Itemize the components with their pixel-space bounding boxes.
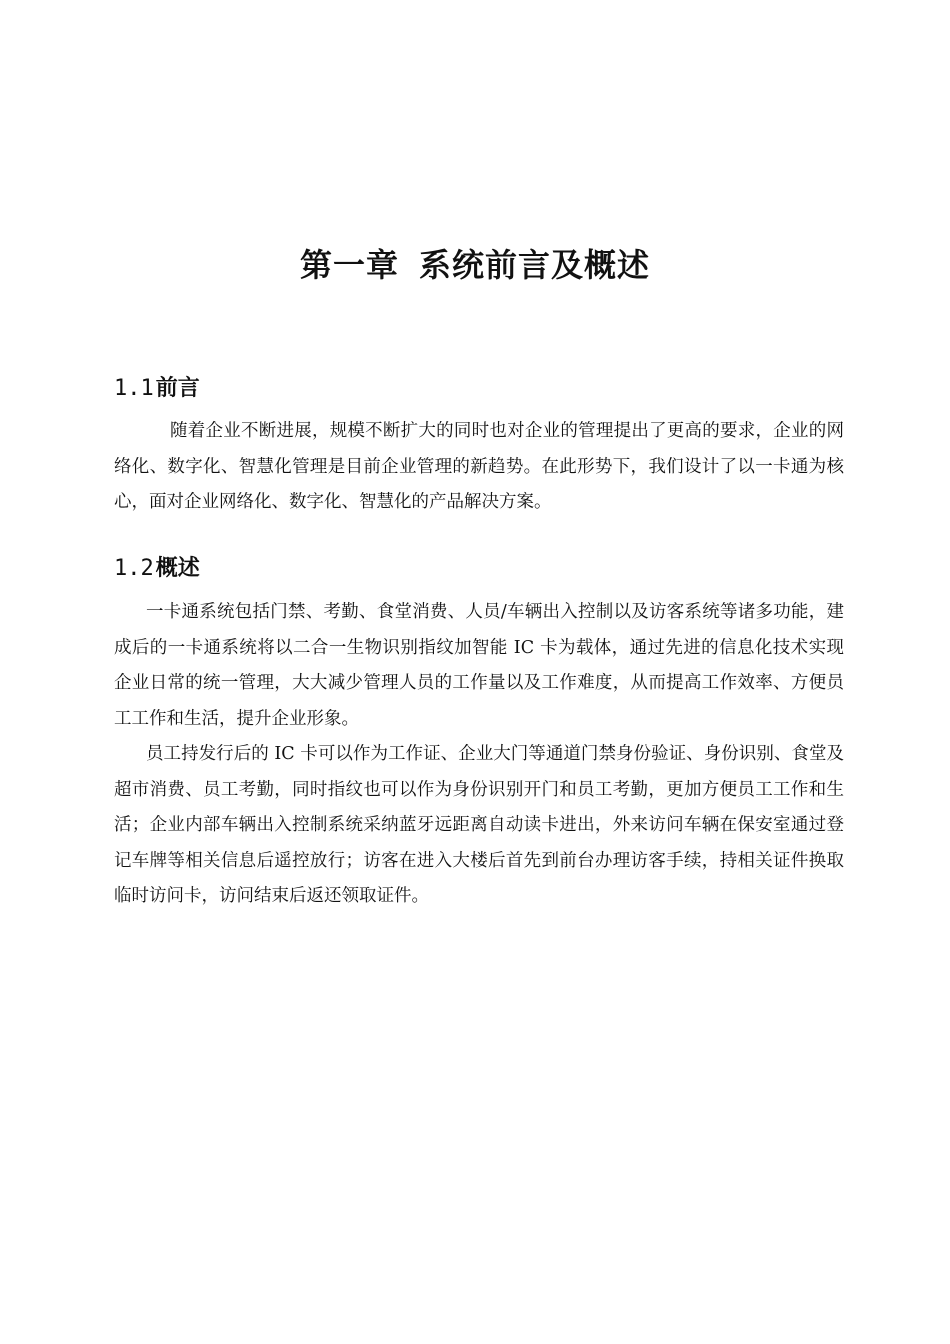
section-heading [114, 551, 844, 586]
paragraph: 一卡通系统包括门禁、考勤、食堂消费、人员/车辆出入控制以及访客系统等诸多功能，建成后的一卡通系统将以二合一生物识别指纹加智能 IC 卡为载体，通过先进的信息化技术实现企业日常的统一管理，大大减少管理人员的工作量以及工作难度，从而提高工作效率、方便员工工作和生活，提升企业形象。 [114, 602, 844, 729]
section-number: 1.1 [114, 376, 154, 401]
chapter-title-text: 系统前言及概述 [419, 246, 651, 284]
chapter-number: 第一章 [299, 246, 399, 284]
section-number: 1.2 [114, 556, 154, 581]
section-preface [114, 371, 844, 521]
section-heading [114, 371, 844, 406]
paragraph: 随着企业不断进展，规模不断扩大的同时也对企业的管理提出了更高的要求，企业的网络化、数字化、智慧化管理是目前企业管理的新趋势。在此形势下，我们设计了以一卡通为核心，面对企业网络化、数字化、智慧化的产品解决方案。 [114, 421, 844, 512]
chapter-title [0, 241, 950, 289]
section-title: 概述 [155, 555, 200, 581]
section-overview [114, 551, 844, 915]
paragraph: 员工持发行后的 IC 卡可以作为工作证、企业大门等通道门禁身份验证、身份识别、食堂及超市消费、员工考勤，同时指纹也可以作为身份识别开门和员工考勤，更加方便员工工作和生活；企业内部车辆出入控制系统采纳蓝牙远距离自动读卡进出，外来访问车辆在保安室通过登记车牌等相关信息后遥控放行；访客在进入大楼后首先到前台办理访客手续，持相关证件换取临时访问卡，访问结束后返还领取证件。 [114, 744, 844, 906]
section-title: 前言 [155, 375, 200, 401]
